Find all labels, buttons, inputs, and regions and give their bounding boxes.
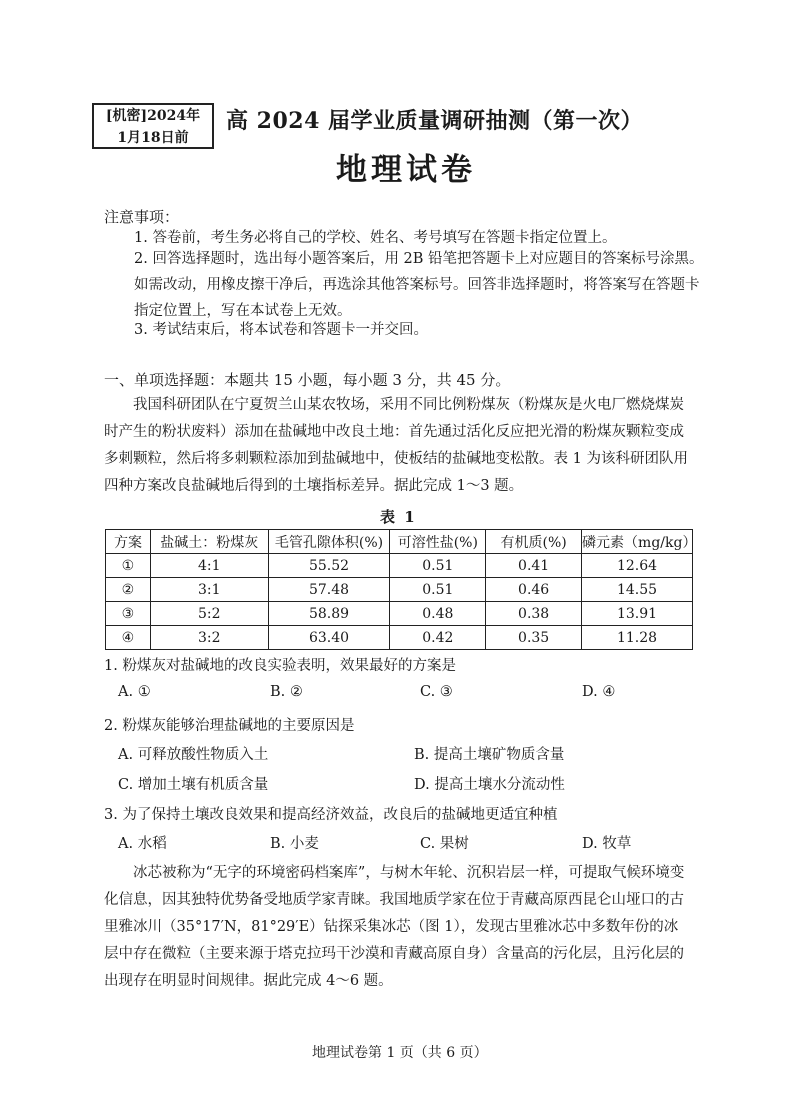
table-cell: 3:1 <box>150 578 268 602</box>
table-cell: ④ <box>106 626 151 650</box>
table-header: 可溶性盐(%) <box>390 530 486 554</box>
question-3-option-c: C. 果树 <box>420 836 469 852</box>
table-header: 盐碱土：粉煤灰 <box>150 530 268 554</box>
section-heading: 一、单项选择题：本题共 15 小题，每小题 3 分，共 45 分。 <box>104 371 511 389</box>
confidential-stamp <box>92 103 214 149</box>
table-cell: ① <box>106 554 151 578</box>
confidential-line-2: 1月18日前 <box>117 130 189 146</box>
notice-item-1: 1. 答卷前，考生务必将自己的学校、姓名、考号填写在答题卡指定位置上。 <box>134 230 617 246</box>
table-cell: 0.35 <box>486 626 582 650</box>
table-cell: 55.52 <box>268 554 390 578</box>
table-row <box>106 626 693 650</box>
question-3-option-a: A. 水稻 <box>118 836 167 852</box>
question-2-option-a: A. 可释放酸性物质入土 <box>118 747 269 763</box>
table-cell: 58.89 <box>268 602 390 626</box>
notice-item-3: 3. 考试结束后，将本试卷和答题卡一并交回。 <box>134 322 428 338</box>
table-cell: ③ <box>106 602 151 626</box>
question-2-option-c: C. 增加土壤有机质含量 <box>118 777 269 793</box>
table-cell: ② <box>106 578 151 602</box>
table-header-row <box>106 530 693 554</box>
table-cell: 0.41 <box>486 554 582 578</box>
question-2-option-d: D. 提高土壤水分流动性 <box>414 777 565 793</box>
question-2-stem: 2. 粉煤灰能够治理盐碱地的主要原因是 <box>104 718 355 734</box>
table-cell: 13.91 <box>582 602 693 626</box>
table-cell: 0.46 <box>486 578 582 602</box>
question-1-option-d: D. ④ <box>582 684 616 700</box>
page-footer: 地理试卷第 1 页（共 6 页） <box>312 1045 488 1061</box>
table-cell: 3:2 <box>150 626 268 650</box>
question-1-option-b: B. ② <box>270 684 303 700</box>
question-2-option-b: B. 提高土壤矿物质含量 <box>414 747 565 763</box>
table-row <box>106 578 693 602</box>
passage-2: 冰芯被称为“无字的环境密码档案库”，与树木年轮、沉积岩层一样，可提取气候环境变化信息，因其独特优势备受地质学家青睐。我国地质学家在位于青藏高原西昆仑山垭口的古里雅冰川（35°17′N，81°29′E）钻探采集冰芯（图 1），发现古里雅冰芯中多数年份的冰层中存在微粒（主要来源于塔克拉玛干沙漠和青藏高原自身）含量高的污化层，且污化层的出现存在明显时间规律。据此完成 4～6 题。 <box>104 865 685 989</box>
table-cell: 0.38 <box>486 602 582 626</box>
question-3-option-b: B. 小麦 <box>270 836 319 852</box>
table-header: 毛管孔隙体积(%) <box>268 530 390 554</box>
soil-index-table <box>105 529 697 650</box>
table-row <box>106 554 693 578</box>
question-3-stem: 3. 为了保持土壤改良效果和提高经济效益，改良后的盐碱地更适宜种植 <box>104 807 558 823</box>
confidential-line-1: [机密]2024年 <box>105 108 201 124</box>
notice-heading: 注意事项： <box>104 208 180 226</box>
question-3-option-d: D. 牧草 <box>582 836 632 852</box>
table-cell: 4:1 <box>150 554 268 578</box>
notice-item-2: 2. 回答选择题时，选出每小题答案后，用 2B 铅笔把答题卡上对应题目的答案标号涂黑。如需改动，用橡皮擦干净后，再选涂其他答案标号。回答非选择题时，将答案写在答题卡指定位置上，写在本试卷上无效。 <box>134 251 704 319</box>
table-caption: 表 1 <box>380 508 417 526</box>
table-cell: 11.28 <box>582 626 693 650</box>
table-cell: 14.55 <box>582 578 693 602</box>
table-cell: 12.64 <box>582 554 693 578</box>
table-cell: 0.51 <box>390 554 486 578</box>
table-header: 磷元素（mg/kg） <box>582 530 693 554</box>
table-cell: 0.51 <box>390 578 486 602</box>
table-cell: 63.40 <box>268 626 390 650</box>
table-cell: 0.42 <box>390 626 486 650</box>
question-1-option-c: C. ③ <box>420 684 453 700</box>
exam-title: 高 2024 届学业质量调研抽测（第一次） <box>226 108 644 134</box>
passage-1: 我国科研团队在宁夏贺兰山某农牧场，采用不同比例粉煤灰（粉煤灰是火电厂燃烧煤炭时产生的粉状废料）添加在盐碱地中改良土地：首先通过活化反应把光滑的粉煤灰颗粒变成多刺颗粒，然后将多刺颗粒添加到盐碱地中，使板结的盐碱地变松散。表 1 为该科研团队用四种方案改良盐碱地后得到的土壤指标差异。据此完成 1～3 题。 <box>104 397 688 494</box>
table-header: 有机质(%) <box>486 530 582 554</box>
table-cell: 57.48 <box>268 578 390 602</box>
table-cell: 0.48 <box>390 602 486 626</box>
table-cell: 5:2 <box>150 602 268 626</box>
subject-title: 地理试卷 <box>336 152 476 188</box>
table-header: 方案 <box>106 530 151 554</box>
question-1-stem: 1. 粉煤灰对盐碱地的改良实验表明，效果最好的方案是 <box>104 658 456 674</box>
table-row <box>106 602 693 626</box>
question-1-option-a: A. ① <box>118 684 151 700</box>
